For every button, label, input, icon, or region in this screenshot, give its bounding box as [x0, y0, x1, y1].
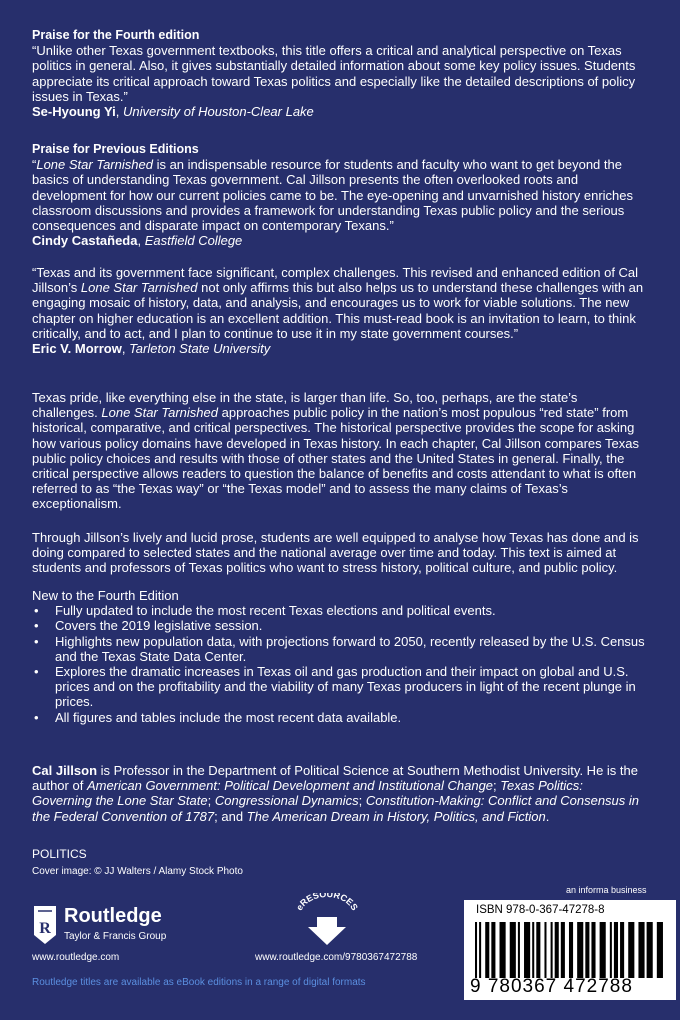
reviewer-affiliation: University of Houston-Clear Lake	[123, 104, 314, 120]
eresources-url[interactable]: www.routledge.com/9780367472788	[255, 952, 418, 963]
barcode-digits: 9 780367 472788	[470, 976, 633, 997]
barcode-bar	[532, 922, 534, 978]
book-description	[32, 390, 646, 512]
author-bio	[32, 763, 646, 824]
praise-quote-2: “Lone Star Tarnished is an indispensable resource for students and faculty who want to get beyond the basics of understanding Texas government. Cal Jillson presents the often overlooked roots and development for how our current policies came to be. The eye-opening and unvarnished history enriches classroom discussions and provides a framework for understanding Texas public policy and the serious consequences and disparate impact on contemporary Texans.”	[32, 157, 633, 234]
barcode-bar	[485, 922, 489, 978]
description-paragraph-2-wrap	[32, 530, 646, 576]
praise-previous-heading: Praise for Previous Editions	[32, 142, 199, 156]
reviewer-name: Eric V. Morrow	[32, 341, 122, 357]
barcode-bar	[475, 922, 477, 978]
informa-business: an informa business	[566, 885, 647, 895]
praise-quote-3	[32, 265, 646, 356]
praise-fourth-attribution: Se-Hyoung Yi, University of Houston-Clear Lake	[32, 104, 314, 120]
description-paragraph-1: Texas pride, like everything else in the state, is larger than life. So, too, perhaps, are the state’s challenges. Lone Star Tarnished approaches public policy in the nation’s most populous “red state” from historical, comparative, and critical perspectives. The historical perspective provides the scope for asking how various policy domains have developed in Texas history. In each chapter, Cal Jillson compares Texas public policy choices and results with those of other states and the United States in general. Finally, the critical perspective allows readers to question the balance of benefits and costs attendant to what is often referred to as “the Texas way” or “the Texas model” and to assess the many claims of Texas’s exceptionalism.	[32, 390, 639, 512]
description-paragraph-2: Through Jillson’s lively and lucid prose, students are well equipped to analyse how Texas has done and is doing compared to selected states and the national average over time and today. This text is aimed at students and professors of Texas politics who want to stress history, political culture, and public policy.	[32, 530, 639, 576]
barcode-bar	[491, 922, 495, 978]
book-title-italic: Lone Star Tarnished	[101, 405, 218, 421]
routledge-logo	[32, 905, 192, 947]
barcode-bar	[555, 922, 559, 978]
barcode-bar	[510, 922, 516, 978]
barcode-bar	[610, 922, 612, 978]
barcode-bar	[638, 922, 644, 978]
praise-previous-editions	[32, 142, 646, 248]
list-item: • All figures and tables include the most recent data available.	[32, 710, 646, 725]
svg-text:R: R	[39, 920, 51, 937]
barcode-bar	[585, 922, 589, 978]
barcode-bar	[479, 922, 481, 978]
list-item: • Fully updated to include the most recent Texas elections and political events.	[32, 603, 646, 618]
isbn-number: ISBN 978-0-367-47278-8	[476, 904, 605, 916]
praise-quote-3-text: “Texas and its government face significant, complex challenges. This revised and enhanced edition of Cal Jillson’s Lone Star Tarnished not only affirms this but also helps us to understand these challenges with an engaging mosaic of history, data, and analysis, and encourages us to work for viable solutions. The new chapter on higher education is an excellent addition. This must-read book is an invitation to learn, to think critically, and to act, and I plan to continue to use it in my state government courses.”	[32, 265, 644, 341]
barcode-bar	[614, 922, 618, 978]
barcode-bar	[544, 922, 546, 978]
reviewer-affiliation: Tarleton State University	[129, 341, 271, 357]
author-bio-text: Cal Jillson is Professor in the Department of Political Science at Southern Methodist University. He is the author of American Government: Political Development and Institutional Change; Texas Politics: Governing the Lone Star State; Congressional Dynamics; Constitution-Making: Conflict and Consensus in the Federal Convention of 1787; and The American Dream in History, Politics, and Fiction.	[32, 763, 640, 824]
barcode-bars	[475, 922, 665, 978]
barcode-bar	[518, 922, 520, 978]
list-item: • Highlights new population data, with projections forward to 2050, recently released by the U.S. Census and the Texas State Data Center.	[32, 634, 646, 664]
barcode-bar	[561, 922, 565, 978]
barcode-bar	[536, 922, 540, 978]
praise-fourth-heading: Praise for the Fourth edition	[32, 28, 200, 42]
new-features-list	[32, 603, 646, 725]
routledge-shield-icon	[32, 905, 58, 945]
ebook-note: Routledge titles are available as eBook editions in a range of digital formats	[32, 977, 366, 988]
barcode-bar	[591, 922, 595, 978]
barcode-bar	[524, 922, 530, 978]
barcode-bar	[577, 922, 583, 978]
praise-quote-2-attribution: Cindy Castañeda, Eastfield College	[32, 233, 243, 249]
reviewer-affiliation: Eastfield College	[144, 233, 243, 249]
praise-quote-3-attribution: Eric V. Morrow, Tarleton State University	[32, 341, 271, 357]
isbn-barcode	[464, 900, 676, 1000]
reviewer-name: Se-Hyoung Yi	[32, 104, 116, 120]
barcode-bar	[569, 922, 573, 978]
eresources-label: eRESOURCES	[294, 893, 360, 913]
eresources-logo	[292, 893, 362, 948]
publisher-url[interactable]: www.routledge.com	[32, 952, 120, 963]
eresources-arrow-icon	[292, 893, 362, 948]
barcode-bar	[500, 922, 506, 978]
new-to-edition-heading: New to the Fourth Edition	[32, 588, 179, 603]
barcode-bar	[600, 922, 606, 978]
book-title-italic: Lone Star Tarnished	[36, 157, 153, 173]
publisher-name: Routledge	[64, 905, 162, 927]
praise-fourth-edition	[32, 28, 646, 119]
book-title-italic: Lone Star Tarnished	[80, 280, 198, 296]
cover-image-credit: Cover image: © JJ Walters / Alamy Stock Photo	[32, 866, 243, 877]
barcode-bar	[620, 922, 624, 978]
publisher-group: Taylor & Francis Group	[64, 931, 167, 942]
new-to-edition	[32, 588, 646, 725]
barcode-bar	[628, 922, 634, 978]
barcode-bar	[551, 922, 553, 978]
reviewer-name: Cindy Castañeda	[32, 233, 138, 249]
list-item: • Explores the dramatic increases in Texas oil and gas production and their impact on global and U.S. prices and on the profitability and the viability of many Texas producers in light of the recent plunge in prices.	[32, 664, 646, 710]
author-name: Cal Jillson	[32, 763, 98, 778]
praise-fourth-quote: “Unlike other Texas government textbooks, this title offers a critical and analytical perspective on Texas politics in general. Also, it gives substantially detailed information about some key policy issues. Students appreciate its critical approach toward Texas politics and especially like the detailed descriptions of policy issues in Texas.”	[32, 43, 636, 104]
barcode-bar	[657, 922, 663, 978]
barcode-bar	[647, 922, 653, 978]
list-item: • Covers the 2019 legislative session.	[32, 618, 646, 633]
svg-text:eRESOURCES	[294, 893, 360, 912]
subject-category: POLITICS	[32, 847, 87, 861]
